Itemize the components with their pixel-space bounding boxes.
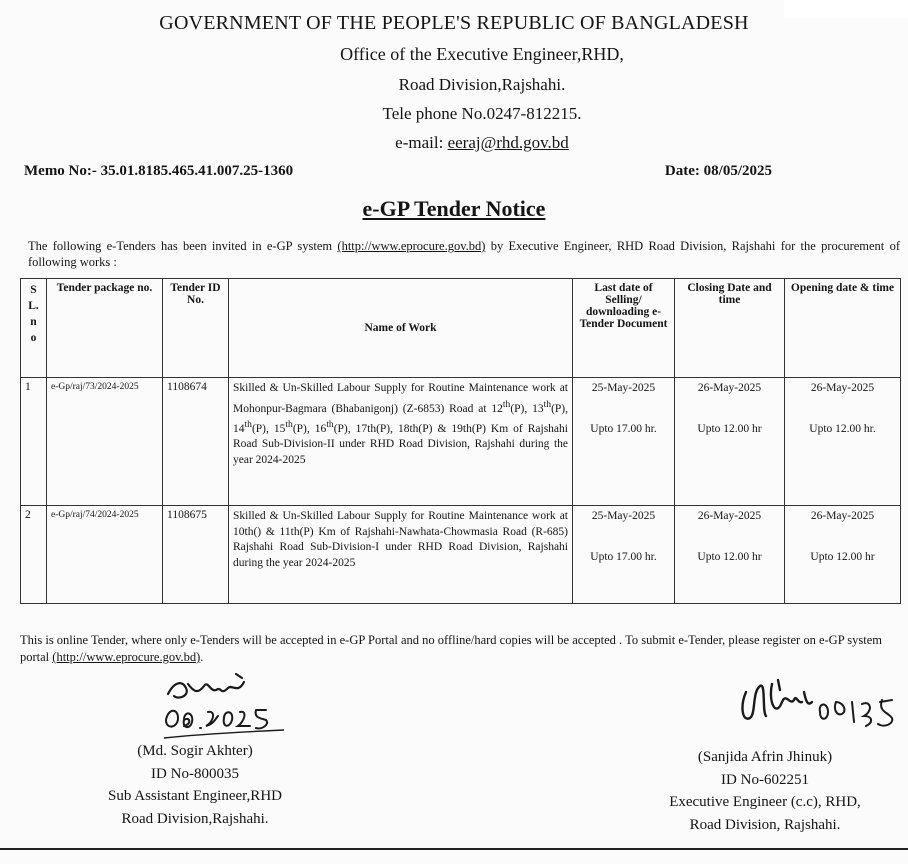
left-signatory-office: Road Division,Rajshahi. [121, 810, 269, 827]
left-signature-handwriting [160, 672, 290, 744]
eprocure-link: (http://www.eprocure.gov.bd) [337, 239, 486, 253]
email-address: eeraj@rhd.gov.bd [447, 133, 569, 152]
right-signatory [650, 746, 880, 836]
notice-date: Date: 08/05/2025 [664, 163, 772, 179]
note-text: This is online Tender, where only e-Tenders will be accepted in e-GP Portal and no offline/hard copies will be accepted . To submit e-Tender, please register on e-GP system portal [20, 633, 883, 664]
header-name-of-work: Name of Work [229, 279, 573, 378]
row-sl: 2 [21, 506, 47, 604]
intro-paragraph [28, 238, 900, 270]
header-package: Tender package no. [47, 279, 163, 378]
email-line [28, 133, 908, 153]
header-closing: Closing Date and time [675, 279, 785, 378]
row-closing: 26-May-2025 Upto 12.00 hr [675, 506, 785, 604]
row-closing: 26-May-2025 Upto 12.00 hr [675, 378, 785, 506]
division-heading: Road Division,Rajshahi. [398, 75, 566, 94]
left-signatory-designation: Sub Assistant Engineer,RHD [108, 788, 282, 804]
header-sl: S L. n o [21, 279, 47, 378]
row-tender-id: 1108675 [163, 506, 229, 604]
intro-text-end: by Executive Engineer, RHD Road Division, Rajshahi for the procurement of following works : [28, 239, 900, 269]
row-opening: 26-May-2025 Upto 12.00 hr. [785, 378, 901, 506]
table-row [21, 378, 901, 506]
office-heading: Office of the Executive Engineer,RHD, [340, 44, 624, 64]
header-tender-id: Tender ID No. [163, 279, 229, 378]
government-heading: GOVERNMENT OF THE PEOPLE'S REPUBLIC OF BANGLADESH [159, 12, 749, 34]
tender-table [20, 278, 901, 604]
row-package: e-Gp/raj/74/2024-2025 [47, 506, 163, 604]
table-row [21, 506, 901, 604]
row-name-of-work: Skilled & Un-Skilled Labour Supply for Routine Maintenance work at 10th() & 11th(P) Km of Rajshahi-Nawhata-Chowmasia Road (R-685) Rajshahi Road Sub-Division-I under RHD Road Division, Rajshahi during the year 2024-2025 [229, 506, 573, 604]
row-opening: 26-May-2025 Upto 12.00 hr [785, 506, 901, 604]
row-selling: 25-May-2025 Upto 17.00 hr. [573, 506, 675, 604]
left-signatory-id: ID No-800035 [151, 765, 239, 782]
note-link: (http://www.eprocure.gov.bd) [52, 650, 201, 664]
header-last-date-selling: Last date of Selling/ downloading e-Tender Document [573, 279, 675, 378]
left-signatory [80, 740, 310, 830]
table-header-row [21, 279, 901, 378]
row-sl: 1 [21, 378, 47, 506]
right-signatory-name: (Sanjida Afrin Jhinuk) [697, 749, 833, 765]
right-signatory-id: ID No-602251 [721, 771, 809, 788]
left-signatory-name: (Md. Sogir Akhter) [137, 743, 253, 759]
row-tender-id: 1108674 [163, 378, 229, 506]
row-name-of-work: Skilled & Un-Skilled Labour Supply for Routine Maintenance work at Mohonpur-Bagmara (Bhabanigonj) (Z-6853) Road at 12th(P), 13th(P), 14th(P), 15th(P), 16th(P), 17th(P), 18th(P) & 19th(P) Km of Rajshahi Road Sub-Division-II under RHD Road Division, Rajshahi during the year 2024-2025 [229, 378, 573, 506]
notice-title: e-GP Tender Notice [362, 196, 546, 221]
row-selling: 25-May-2025 Upto 17.00 hr. [573, 378, 675, 506]
right-signatory-designation: Executive Engineer (c.c), RHD, [669, 794, 861, 810]
email-label: e-mail: [395, 133, 444, 152]
memo-number: Memo No:- 35.01.8185.465.41.007.25-1360 [24, 163, 294, 179]
telephone-line: Tele phone No.0247-812215. [382, 104, 582, 123]
row-package: e-Gp/raj/73/2024-2025 [47, 378, 163, 506]
header-opening: Opening date & time [785, 279, 901, 378]
right-signature-handwriting [732, 672, 902, 742]
bottom-border [0, 848, 908, 850]
right-signatory-office: Road Division, Rajshahi. [689, 816, 841, 833]
online-tender-note: This is online Tender, where only e-Tenders will be accepted in e-GP Portal and no offline/hard copies will be accepted . To submit e-Tender, please register on e-GP system portal (http://www.eprocure.gov.bd). [20, 633, 883, 664]
intro-text: The following e-Tenders has been invited in e-GP system [28, 239, 333, 253]
